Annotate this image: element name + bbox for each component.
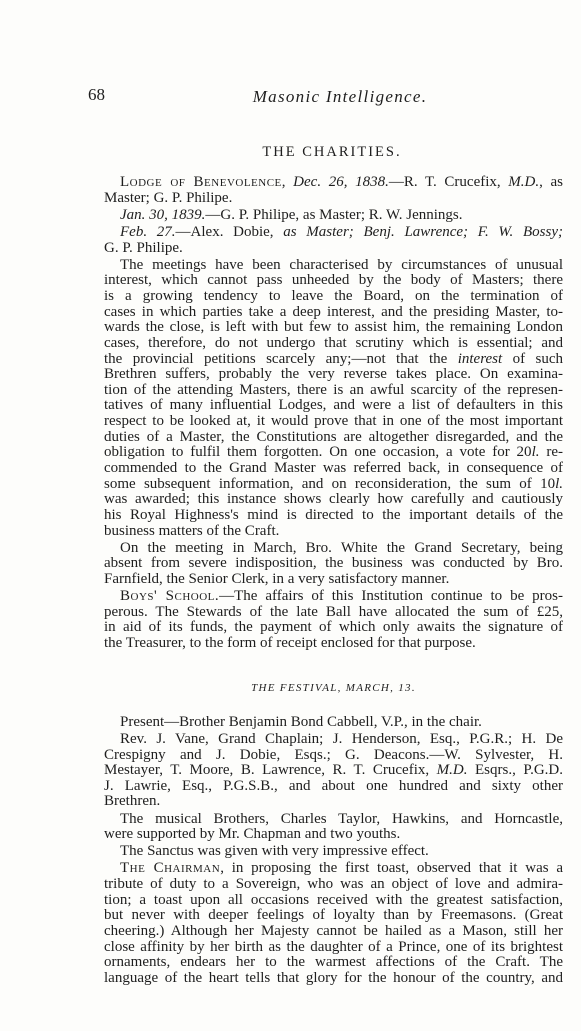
small-caps-text: Lodge of Benevolence — [120, 174, 282, 190]
text-run: were supported by Mr. Chapman and two youths. — [104, 826, 401, 843]
paragraph — [104, 541, 563, 588]
text-run: close affinity by her birth as the daughter of a Prince, one of its brightest — [104, 938, 563, 955]
text-run: business matters of the Craft. — [104, 522, 280, 539]
text-run: wards the close, is left with but few to assist him, the remaining London — [104, 319, 563, 336]
text-line — [104, 541, 563, 557]
text-run: The musical Brothers, Charles Taylor, Hawkins, and Horncastle, — [120, 810, 563, 827]
paragraph — [104, 812, 563, 843]
paragraph — [104, 732, 563, 810]
text-run: but never with deeper feelings of loyalty than by Freemasons. (Great — [104, 907, 563, 924]
text-run: of such — [502, 350, 563, 367]
text-run: some subsequent information, and on reconsideration, the sum of 10 — [104, 475, 556, 492]
text-line — [104, 877, 563, 893]
italic-text: interest — [457, 350, 503, 367]
text-line — [104, 763, 563, 779]
text-run: the Treasurer, to the form of receipt enclosed for that purpose. — [104, 635, 476, 652]
text-line — [104, 175, 563, 191]
italic-text: Jan. 30, 1839. — [120, 206, 206, 223]
text-line — [104, 589, 563, 605]
text-run: —Alex. Dobie, — [175, 223, 284, 240]
text-run: commended to the Grand Master was referred back, in consequence of — [104, 460, 563, 477]
text-line — [104, 908, 563, 924]
text-run: re- — [539, 444, 563, 461]
text-line — [104, 430, 563, 446]
text-run: Present—Brother Benjamin Bond Cabbell, V.P., in the chair. — [120, 713, 482, 730]
text-line — [104, 572, 563, 588]
text-run: ornaments, endears her to the warmest affections of the Craft. The — [104, 954, 563, 971]
text-run: Mestayer, T. Moore, B. Lawrence, R. T. Crucefix, — [104, 762, 437, 779]
text-run: obligation to fulfil them forgotten. On one occasion, a vote for 20 — [104, 444, 532, 461]
text-run: absent from severe indisposition, the business was conducted by Bro. — [104, 555, 563, 572]
small-caps-text: The Chairman — [120, 860, 221, 877]
italic-text: as Master; Benj. Lawrence; F. W. Bossy; — [283, 223, 563, 240]
text-column — [104, 175, 563, 987]
text-line — [104, 492, 563, 508]
text-line — [104, 191, 563, 207]
text-run: interest, which cannot pass unheeded by the body of Masters; there — [104, 272, 563, 289]
text-run: perous. The Stewards of the late Ball have allocated the sum of £25, — [104, 603, 563, 620]
text-run: was awarded; this instance shows clearly how carefully and cautiously — [104, 491, 563, 508]
text-run: tion of the attending Masters, there is an awful scarcity of the represen- — [104, 381, 563, 398]
text-run: , as — [539, 174, 564, 190]
text-run: his Royal Highness's mind is directed to the important details of the — [104, 506, 563, 523]
italic-text: M.D. — [436, 762, 468, 779]
text-line — [104, 289, 563, 305]
text-run: in aid of its funds, the payment of which only awaits the signature of — [104, 619, 563, 636]
text-run: —The affairs of this Institution continue to be pros- — [219, 588, 563, 605]
text-run: Rev. J. Vane, Grand Chaplain; J. Henderson, Esq., P.G.R.; H. De — [120, 730, 563, 747]
text-line — [104, 305, 563, 321]
text-run: language of the heart tells that glory for the honour of the country, and — [104, 969, 563, 986]
italic-text: Feb. 27. — [120, 223, 176, 240]
italic-text: l. — [555, 475, 563, 492]
section-title: THE CHARITIES. — [262, 144, 402, 160]
text-run: Esqrs., P.G.D. — [467, 762, 563, 779]
text-line — [104, 812, 563, 828]
italic-text: Dec. 26, 1838. — [293, 174, 389, 190]
paragraph — [104, 208, 563, 224]
text-run: , in proposing the first toast, observed that it was a — [220, 860, 564, 877]
text-line — [104, 336, 563, 352]
text-line — [104, 383, 563, 399]
subsection-heading: THE FESTIVAL, MARCH, 13. — [251, 681, 416, 694]
text-line — [104, 477, 563, 493]
text-line — [104, 508, 563, 524]
text-line — [104, 861, 563, 877]
text-line — [104, 940, 563, 956]
text-run: —G. P. Philipe, as Master; R. W. Jennings. — [205, 206, 463, 223]
text-run: cases, therefore, do not undergo that scrutiny which is essential; and — [104, 334, 563, 351]
text-line — [104, 955, 563, 971]
text-run: The meetings have been characterised by circumstances of unusual — [120, 256, 563, 273]
text-run: , — [281, 174, 294, 190]
text-line — [104, 461, 563, 477]
running-title: Masonic Intelligence. — [252, 87, 428, 106]
text-line — [104, 352, 563, 368]
paragraph — [104, 861, 563, 986]
text-line — [104, 748, 563, 764]
paragraph — [104, 225, 563, 256]
text-run: —R. T. Crucefix, — [388, 174, 509, 190]
paragraph — [104, 715, 563, 731]
text-line — [104, 620, 563, 636]
small-caps-text: Boys' School. — [120, 588, 220, 605]
text-run: tribute of duty to a Sovereign, who was an object of love and admira- — [104, 876, 563, 893]
paragraph — [104, 175, 563, 206]
text-line — [104, 779, 563, 795]
text-line — [104, 208, 563, 224]
text-run: Brethren. — [104, 793, 161, 810]
text-line — [104, 605, 563, 621]
text-line — [104, 794, 563, 810]
text-line — [104, 445, 563, 461]
text-run: is a growing tendency to leave the Board, on the termination of — [104, 287, 563, 304]
text-line — [104, 636, 563, 652]
text-line — [104, 732, 563, 748]
text-run: cheering.) Although her Majesty cannot be hailed as a Mason, still her — [104, 923, 563, 940]
text-run: duties of a Master, the Constitutions are altogether disregarded, and the — [104, 428, 563, 445]
text-line — [104, 524, 563, 540]
text-line — [104, 367, 563, 383]
text-run: Farnfield, the Senior Clerk, in a very satisfactory manner. — [104, 571, 450, 588]
text-line — [104, 414, 563, 430]
text-line — [104, 225, 563, 241]
text-run: Brethren suffers, probably the very reverse takes place. On examina- — [104, 366, 563, 383]
text-line — [104, 844, 563, 860]
text-line — [104, 241, 563, 257]
text-line — [104, 320, 563, 336]
text-run: Master; G. P. Philipe. — [104, 189, 233, 206]
text-run: On the meeting in March, Bro. White the Grand Secretary, being — [120, 539, 563, 556]
text-line — [104, 398, 563, 414]
text-line — [104, 827, 563, 843]
text-run: tatives of many influential Lodges, and were a list of defaulters in this — [104, 397, 563, 414]
italic-text: l. — [531, 444, 540, 461]
text-run: The Sanctus was given with very impressive effect. — [120, 843, 429, 860]
text-run: J. Lawrie, Esq., P.G.S.B., and about one hundred and sixty other — [104, 777, 563, 794]
text-line — [104, 556, 563, 572]
paragraph — [104, 258, 563, 540]
text-run: cases in which parties take a deep interest, and the presiding Master, to- — [104, 303, 563, 320]
text-run: respect to be looked at, it would prove that in one of the most important — [104, 413, 563, 430]
text-line — [104, 971, 563, 987]
paragraph — [104, 844, 563, 860]
page-number: 68 — [88, 85, 105, 104]
text-run: the provincial petitions scarcely any;—not that the — [104, 350, 458, 367]
text-run: Crespigny and J. Dobie, Esqs.; G. Deacons.—W. Sylvester, H. — [104, 746, 563, 763]
text-line — [104, 893, 563, 909]
text-line — [104, 924, 563, 940]
text-run: G. P. Philipe. — [104, 239, 183, 256]
text-line — [104, 258, 563, 274]
italic-text: M.D. — [508, 174, 540, 190]
paragraph — [104, 589, 563, 652]
text-line — [104, 715, 563, 731]
text-line — [104, 273, 563, 289]
text-run: tion; a toast upon all occasions received with the greatest satisfaction, — [104, 891, 563, 908]
